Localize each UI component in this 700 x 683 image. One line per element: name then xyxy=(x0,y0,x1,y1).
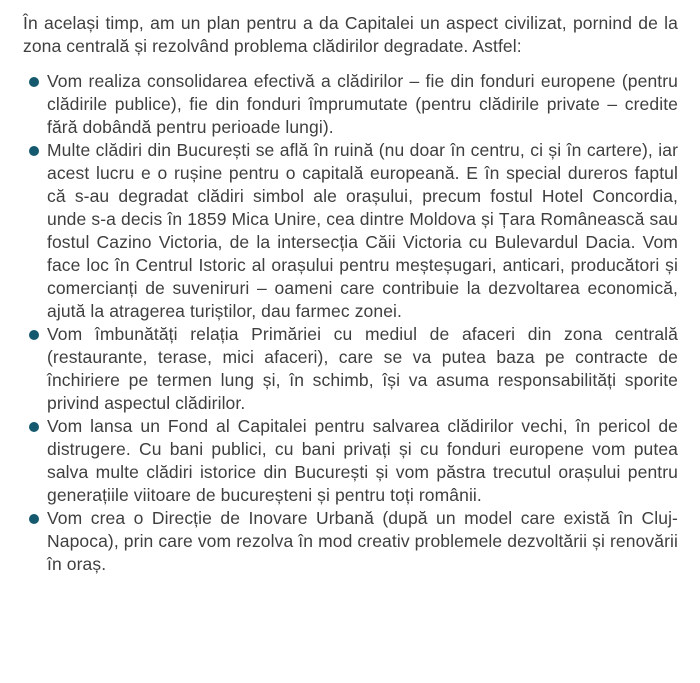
bullet-item xyxy=(23,323,678,415)
bullet-dot-icon xyxy=(29,330,39,340)
bullet-dot-icon xyxy=(29,146,39,156)
bullet-text: Multe clădiri din București se află în ruină (nu doar în centru, ci și în cartere), iar acest lucru e o rușine pentru o capitală europeană. E în special dureros faptul că s-au degradat clădiri simbol ale orașului, precum fostul Hotel Concordia, unde s-a decis în 1859 Mica Unire, cea dintre Moldova și Țara Românească sau fostul Cazino Victoria, de la intersecția Căii Victoria cu Bulevardul Dacia. Vom face loc în Centrul Istoric al orașului pentru meșteșugari, anticari, producători și comercianți de suveniruri – oameni care contribuie la dezvoltarea economică, ajută la atragerea turiștilor, dau farmec zonei. xyxy=(47,140,678,321)
bullet-text: Vom lansa un Fond al Capitalei pentru salvarea clădirilor vechi, în pericol de distrugere. Cu bani publici, cu bani privați și cu fonduri europene vom putea salva multe clădiri istorice din București și vom păstra trecutul orașului pentru generațiile viitoare de bucureșteni și pentru toți românii. xyxy=(47,416,678,505)
bullet-dot-icon xyxy=(29,514,39,524)
bullet-dot-icon xyxy=(29,422,39,432)
bullet-item xyxy=(23,139,678,323)
bullet-text: Vom realiza consolidarea efectivă a clădirilor – fie din fonduri europene (pentru clădirile publice), fie din fonduri împrumutate (pentru clădirile private – credite fără dobândă pentru perioade lungi). xyxy=(47,71,678,137)
bullet-item xyxy=(23,415,678,507)
bullet-item xyxy=(23,507,678,576)
bullet-text: Vom îmbunătăți relația Primăriei cu mediul de afaceri din zona centrală (restaurante, terase, mici afaceri), care se va putea baza pe contracte de închiriere pe termen lung și, în schimb, își va asuma responsabilități sporite privind aspectul clădirilor. xyxy=(47,324,678,413)
bullet-dot-icon xyxy=(29,77,39,87)
bullet-list xyxy=(23,70,678,576)
bullet-text: Vom crea o Direcție de Inovare Urbană (după un model care există în Cluj-Napoca), prin care vom rezolva în mod creativ problemele dezvoltării și renovării în oraș. xyxy=(47,508,678,574)
bullet-item xyxy=(23,70,678,139)
intro-paragraph: În același timp, am un plan pentru a da Capitalei un aspect civilizat, pornind de la zona centrală și rezolvând problema clădirilor degradate. Astfel: xyxy=(23,13,678,56)
